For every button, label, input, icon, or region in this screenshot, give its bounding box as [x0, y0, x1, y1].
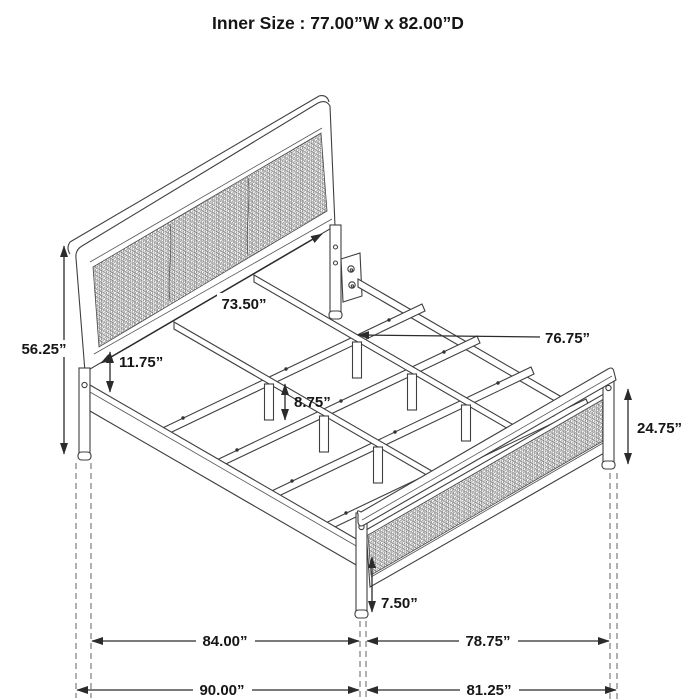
headboard-near-leg [79, 368, 90, 456]
diagram-title: Inner Size : 77.00”W x 82.00”D [212, 13, 464, 33]
support-leg-4 [353, 342, 362, 378]
dim-footboard-height [628, 389, 682, 464]
dim-footboard-height-label: 24.75” [637, 420, 683, 437]
dim-footboard-inner-width-label: 78.75” [465, 633, 511, 650]
dim-slat-area-depth-label: 84.00” [202, 633, 248, 650]
headboard-near-leg-hole [82, 382, 87, 387]
support-leg-6 [462, 405, 471, 441]
slat-2 [204, 336, 480, 473]
support-leg-3 [374, 447, 383, 483]
dim-overall-width-label: 81.25” [466, 682, 512, 699]
support-leg-1 [265, 384, 274, 420]
footboard-near-leg-foot [355, 610, 368, 618]
rail-bracket [341, 253, 362, 302]
dim-overall-depth [77, 681, 359, 699]
support-leg-2 [320, 416, 329, 452]
dim-rail-length-label: 76.75” [545, 330, 591, 347]
dim-headboard-width-label: 73.50” [221, 296, 267, 313]
headboard-far-leg-foot [329, 311, 342, 319]
dim-footboard-inner-width [367, 632, 609, 650]
dim-rail-clearance [110, 352, 163, 392]
headboard-far-leg [330, 225, 341, 315]
headboard-near-leg-foot [78, 452, 91, 460]
slat-1 [150, 304, 425, 441]
dim-footboard-leg-height-label: 7.50” [381, 595, 418, 612]
extension-guides [76, 463, 617, 699]
dim-support-leg-height-label: 8.75” [294, 394, 331, 411]
dim-headboard-height-label: 56.25” [21, 341, 67, 358]
support-leg-5 [408, 374, 417, 410]
dim-slat-area-depth [92, 632, 359, 650]
dim-overall-depth-label: 90.00” [199, 682, 245, 699]
dim-rail-clearance-label: 11.75” [119, 354, 164, 371]
footboard-far-leg-hole [606, 385, 611, 390]
dim-headboard-height [20, 246, 67, 454]
dim-overall-width [367, 681, 616, 699]
footboard-far-leg-foot [602, 461, 615, 469]
